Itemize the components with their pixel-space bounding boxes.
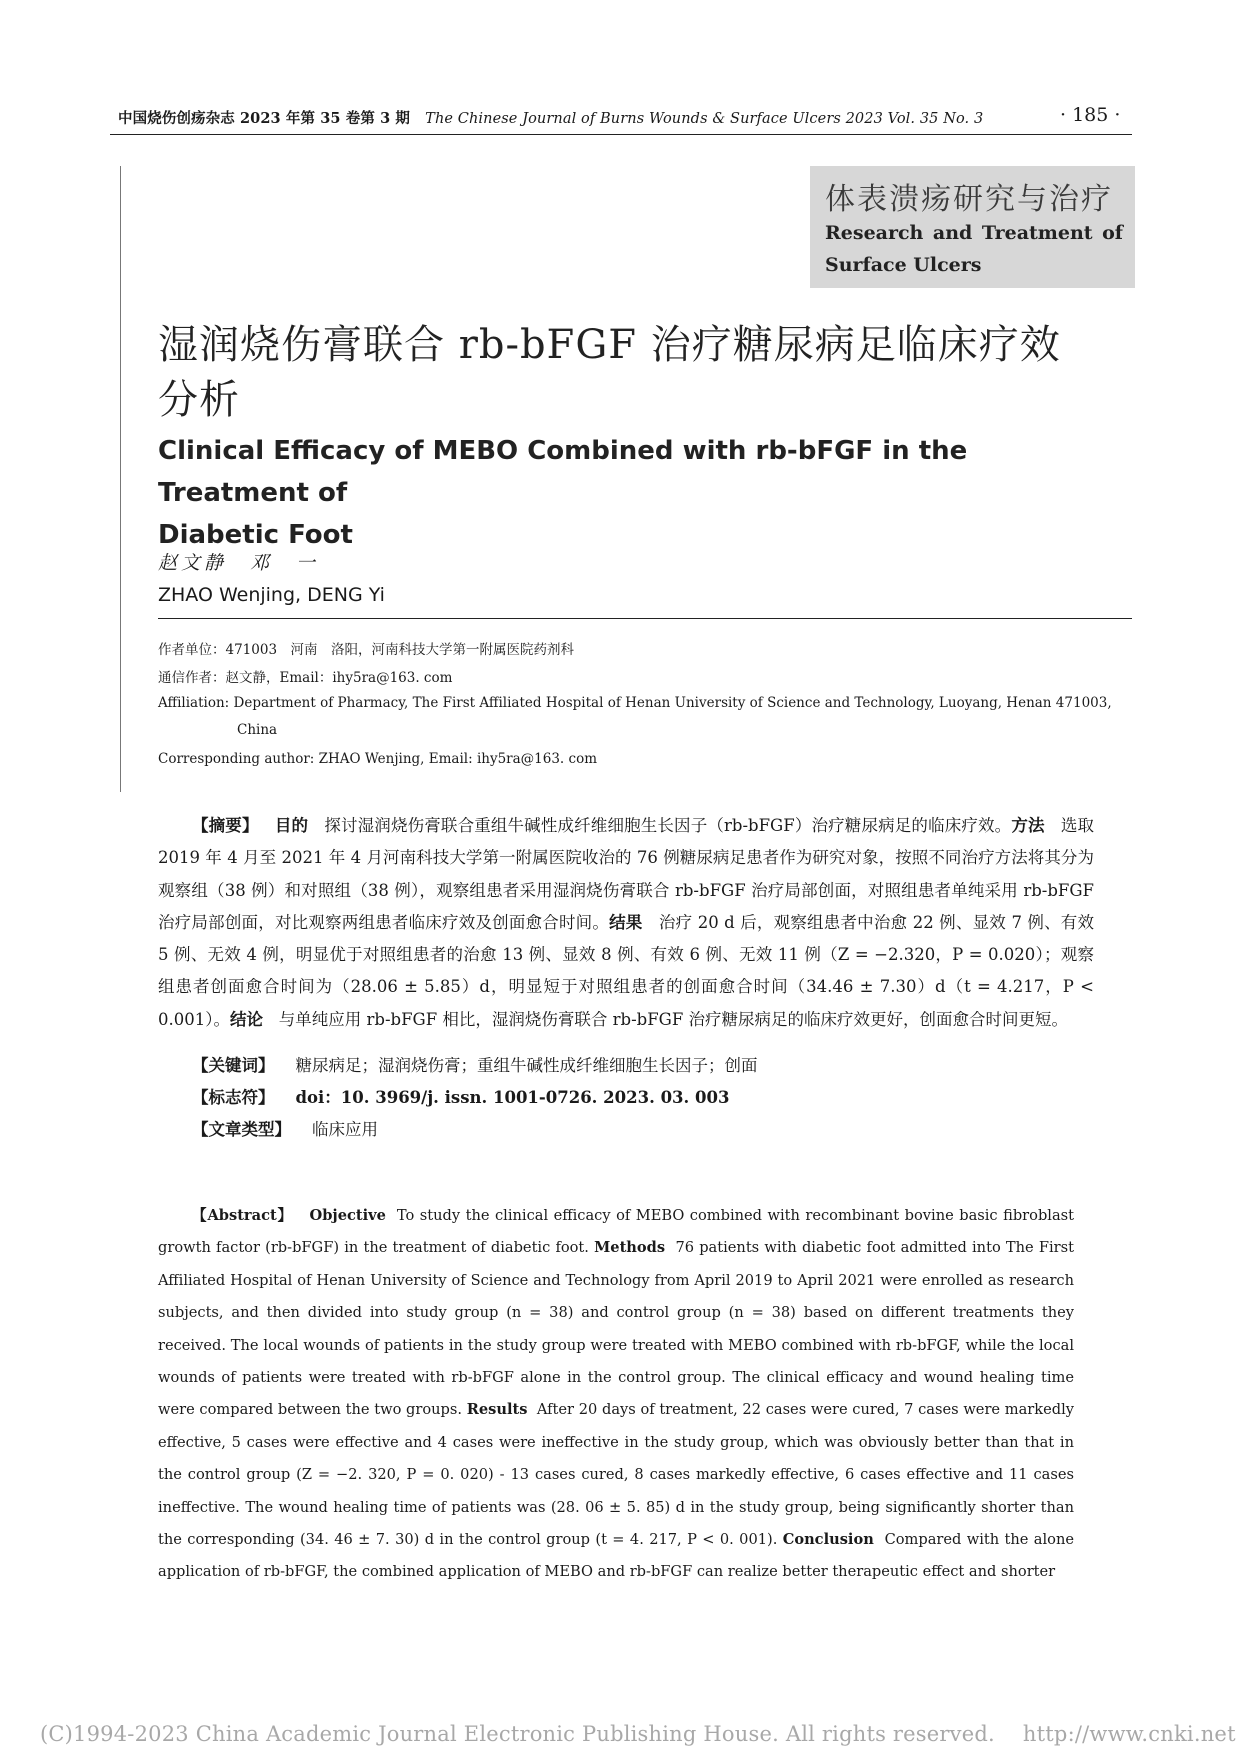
results-text-en: After 20 days of treatment, 22 cases were cured, 7 cases were markedly effective, 5 cases were effective and 4 cases were ineffective in the study group, which was obviously better than that in the control group (Z = −2. 320, P = 0. 020) - 13 cases cured, 8 cases markedly effective, 6 cases effective and 11 cases ineffective. The wound healing time of patients was (28. 06 ± 5. 85) d in the study group, being significantly shorter than the corresponding (34. 46 ± 7. 30) d in the control group (t = 4. 217, P < 0. 001). [158, 1401, 1075, 1549]
methods-label-cn: 方法 [1011, 816, 1045, 835]
section-word: Research [825, 222, 924, 244]
objective-label-cn: 目的 [274, 816, 309, 835]
doi-value: doi：10. 3969/j. issn. 1001-0726. 2023. 03. 003 [295, 1088, 730, 1107]
title-cn-line: 分析 [158, 377, 240, 423]
authors-rule [158, 618, 1132, 619]
section-title-en-line1 [825, 222, 1123, 244]
conclusion-text-cn: 与单纯应用 rb-bFGF 相比，湿润烧伤膏联合 rb-bFGF 治疗糖尿病足的临床疗效更好，创面愈合时间更短。 [278, 1009, 1069, 1029]
title-en-line: Diabetic Foot [158, 520, 353, 550]
copyright-footer: (C)1994-2023 China Academic Journal Electronic Publishing House. All rights reserved. http://www.cnki.net [40, 1722, 1236, 1746]
article-title-cn [158, 318, 1108, 428]
authors-cn: 赵文静 邓 一 [158, 552, 320, 574]
objective-label-en: Objective [309, 1207, 386, 1224]
abstract-en-label: 【Abstract】 [192, 1207, 294, 1224]
affiliation-line1: Affiliation: Department of Pharmacy, The First Affiliated Hospital of Henan University of Science and Technology, Luoyang, Henan 471003, [158, 695, 1112, 711]
journal-cn: 中国烧伤创疡杂志 2023 年第 35 卷第 3 期 [118, 110, 411, 127]
corresponding-author-cn: 通信作者：赵文静，Email：ihy5ra@163. com [158, 670, 453, 686]
results-label-en: Results [466, 1401, 528, 1419]
section-title-cn: 体表溃疡研究与治疗 [825, 182, 1113, 217]
section-word: of [1102, 222, 1123, 244]
article-type [192, 1116, 378, 1140]
doi-label: 【标志符】 [192, 1088, 275, 1107]
results-text-cn: 治疗 20 d 后，观察组患者中治愈 22 例、显效 7 例、有效 5 例、无效 4 例，明显优于对照组患者的治愈 13 例、显效 8 例、有效 6 例、无效 11 例（Z = −2.320，P = 0.020）；观察组患者创面愈合时间为（28.06 ± 5.85）d，明显短于对照组患者的创面愈合时间（34.46 ± 7.30）d（t = 4.217，P < 0.001）。 [158, 912, 1095, 1029]
running-header [118, 107, 983, 128]
article-type-value: 临床应用 [311, 1120, 378, 1139]
objective-text-en: To study the clinical efficacy of MEBO combined with recombinant bovine basic fibroblast growth factor (rb-bFGF) in the treatment of diabetic foot. [158, 1207, 1075, 1257]
authors-en: ZHAO Wenjing, DENG Yi [158, 584, 385, 606]
journal-en: The Chinese Journal of Burns Wounds & Surface Ulcers 2023 Vol. 35 No. 3 [425, 111, 984, 127]
conclusion-label-en: Conclusion [782, 1531, 874, 1549]
methods-text-cn: 选取 2019 年 4 月至 2021 年 4 月河南科技大学第一附属医院收治的 76 例糖尿病足患者作为研究对象，按照不同治疗方法将其分为观察组（38 例）和对照组（38 例），观察组患者采用湿润烧伤膏联合 rb-bFGF 治疗局部创面，对照组患者单纯采用 rb-bFGF 治疗局部创面，对比观察两组患者临床疗效及创面愈合时间。 [158, 816, 1095, 932]
results-label-cn: 结果 [609, 912, 643, 932]
section-word: Treatment [981, 222, 1093, 244]
author-unit: 作者单位：471003 河南 洛阳，河南科技大学第一附属医院药剂科 [158, 642, 575, 658]
page-number: · 185 · [1060, 104, 1121, 126]
objective-text-cn: 探讨湿润烧伤膏联合重组牛碱性成纤维细胞生长因子（rb-bFGF）治疗糖尿病足的临床疗效。 [324, 816, 1012, 835]
keywords [192, 1052, 757, 1076]
section-word: and [932, 222, 973, 244]
corresponding-author-en: Corresponding author: ZHAO Wenjing, Email: ihy5ra@163. com [158, 751, 598, 767]
article-title-en [158, 430, 1098, 556]
conclusion-label-cn: 结论 [230, 1009, 263, 1029]
article-type-label: 【文章类型】 [192, 1120, 291, 1139]
title-cn-line: 湿润烧伤膏联合 rb-bFGF 治疗糖尿病足临床疗效 [158, 322, 1061, 368]
header-rule [110, 134, 1132, 135]
methods-text-en: 76 patients with diabetic foot admitted into The First Affiliated Hospital of Henan University of Science and Technology from April 2019 to April 2021 were enrolled as research subjects, and then divided into study group (n = 38) and control group (n = 38) based on different treatments they received. The local wounds of patients in the study group were treated with MEBO combined with rb-bFGF, while the local wounds of patients were treated with rb-bFGF alone in the control group. The clinical efficacy and wound healing time were compared between the two groups. [158, 1239, 1074, 1419]
keywords-value: 糖尿病足；湿润烧伤膏；重组牛碱性成纤维细胞生长因子；创面 [295, 1056, 758, 1075]
methods-label-en: Methods [594, 1239, 666, 1257]
keywords-label: 【关键词】 [192, 1056, 275, 1075]
margin-line [120, 166, 121, 792]
abstract-cn [158, 810, 1094, 1036]
conclusion-text-en: Compared with the alone application of rb-bFGF, the combined application of MEBO and rb-bFGF can realize better therapeutic effect and shorter [158, 1531, 1074, 1581]
affiliation-line2: China [237, 722, 278, 738]
abstract-cn-label: 【摘要】 [192, 816, 259, 835]
section-title-en-line2: Surface Ulcers [825, 254, 982, 276]
abstract-en [158, 1200, 1074, 1589]
doi-line [192, 1084, 729, 1108]
title-en-line: Clinical Efficacy of MEBO Combined with rb-bFGF in the Treatment of [158, 436, 968, 508]
